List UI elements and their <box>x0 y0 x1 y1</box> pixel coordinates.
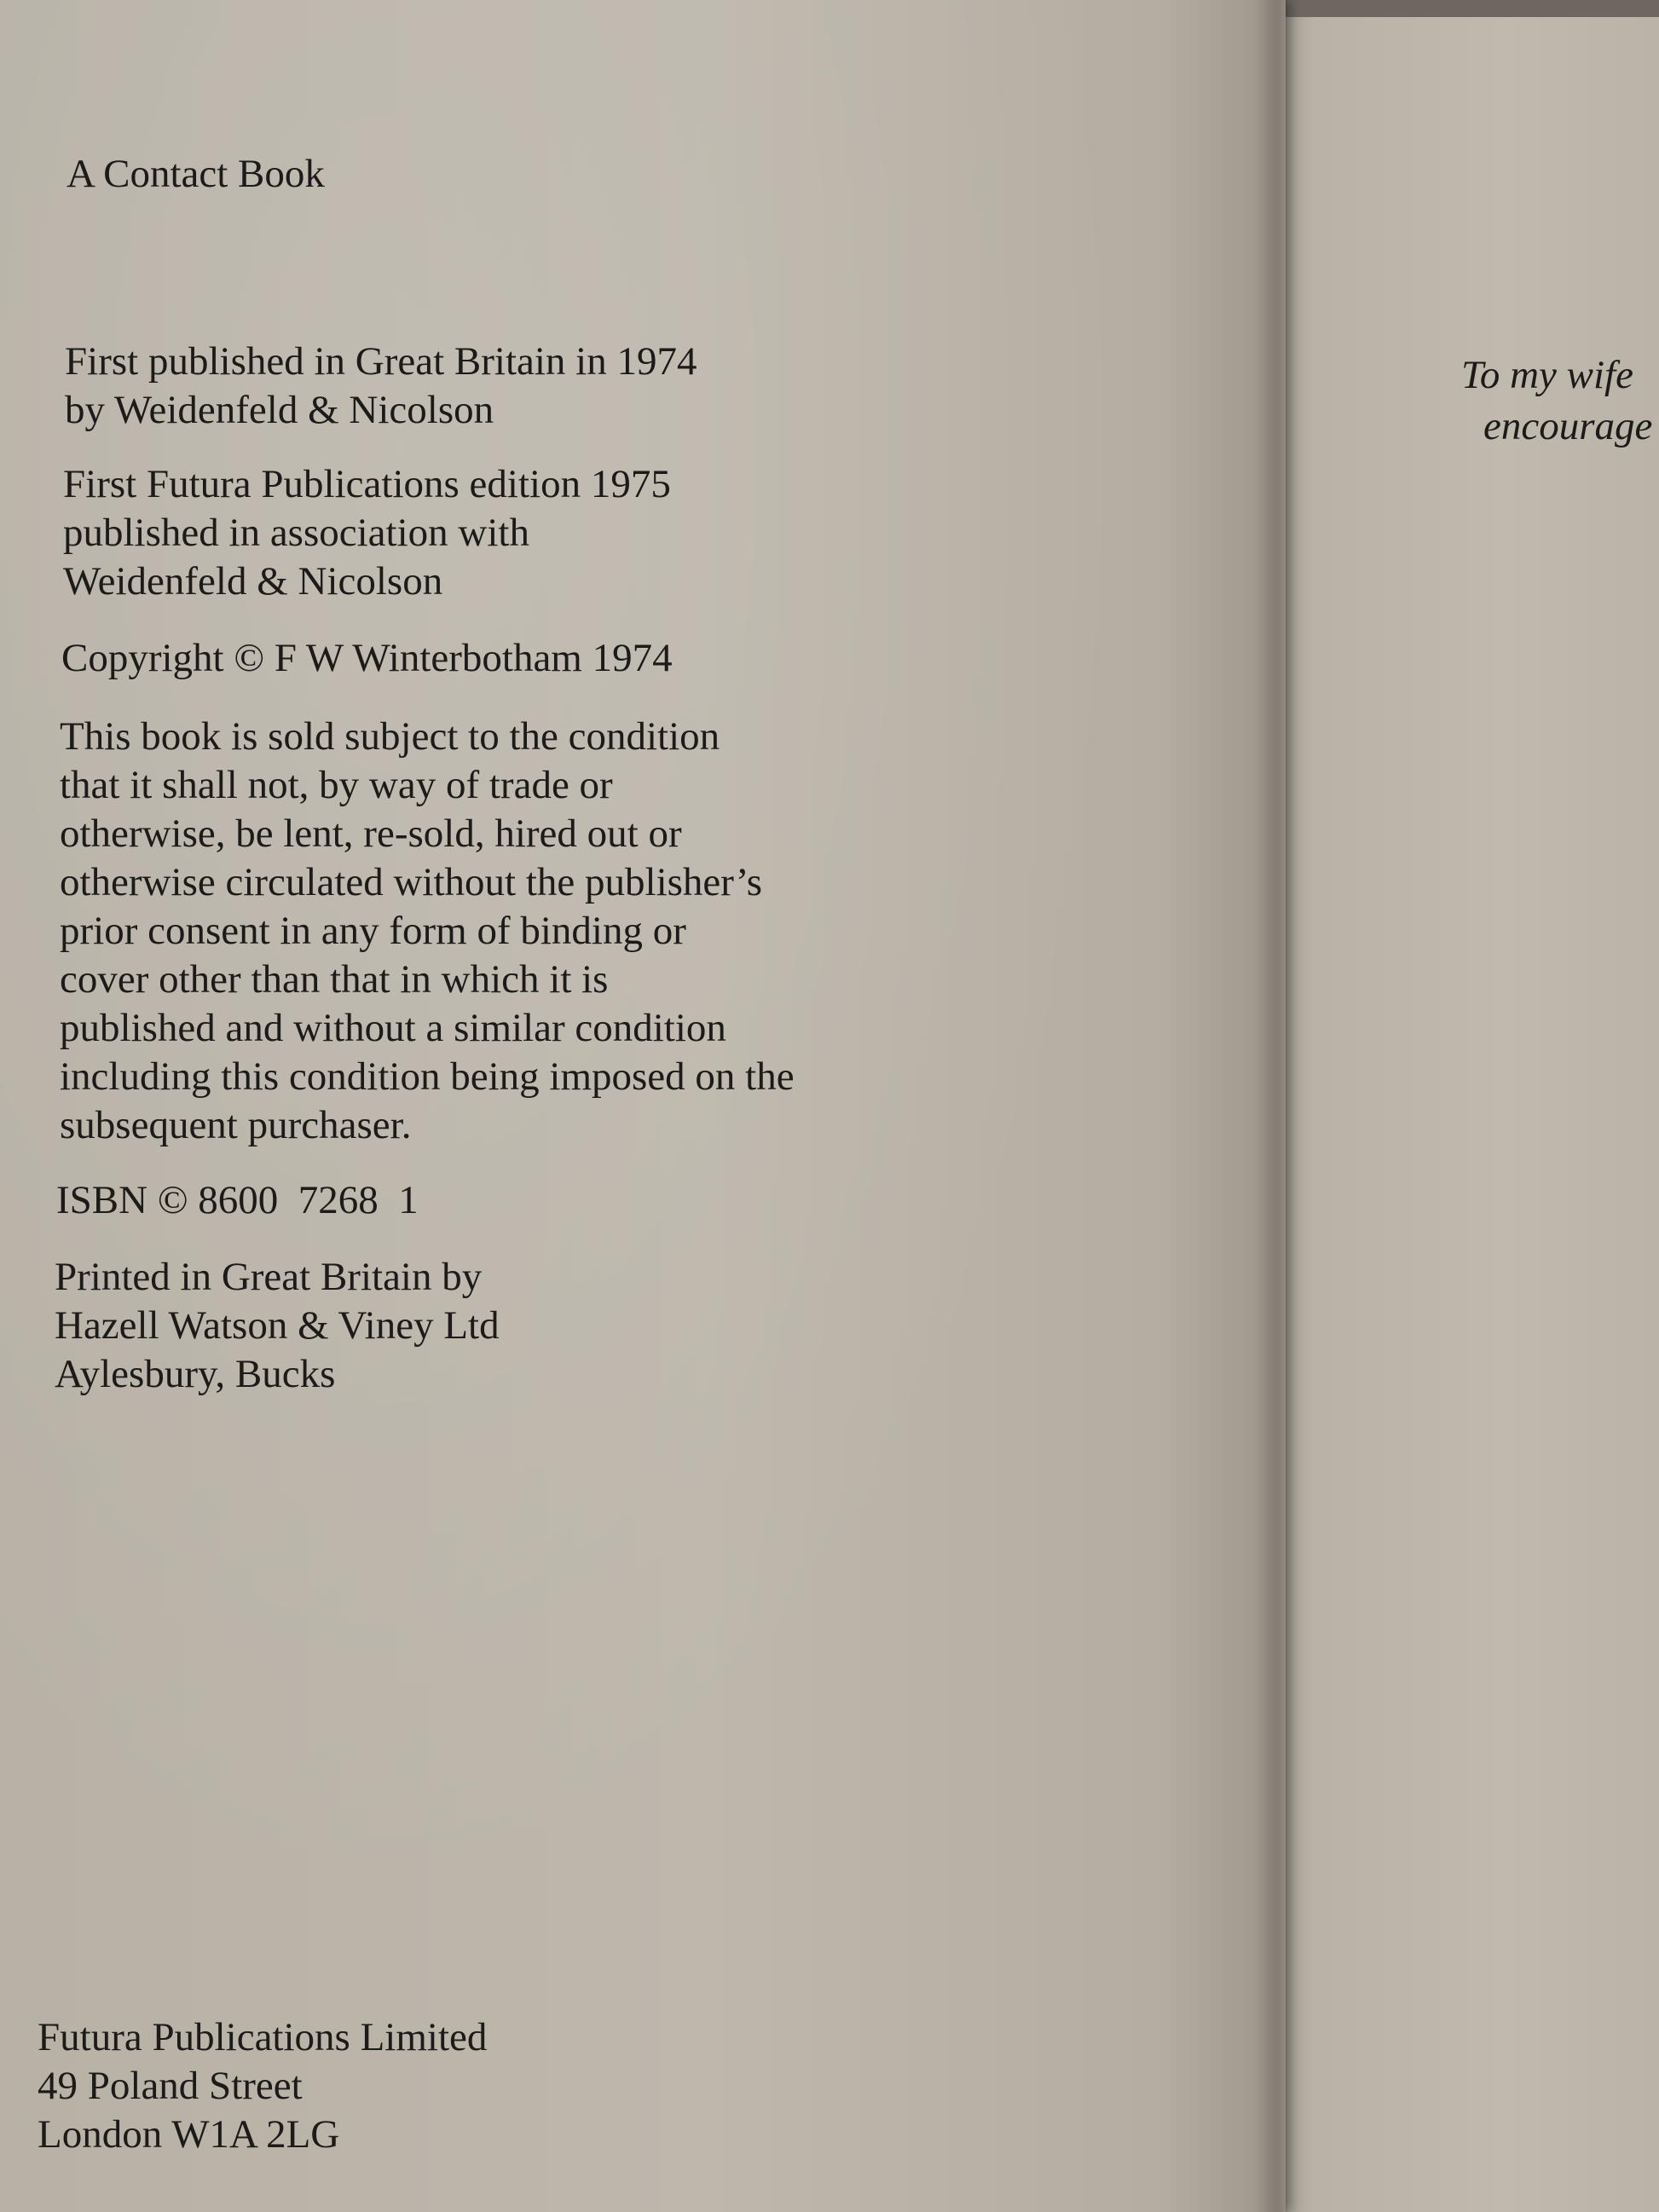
imprint-line: A Contact Book <box>66 152 325 196</box>
imprint-block <box>66 150 325 199</box>
publisher-address-line: Futura Publications Limited <box>38 2015 488 2059</box>
conditions-line: subsequent purchaser. <box>60 1103 412 1147</box>
futura-edition-line: published in association with <box>63 511 529 555</box>
publisher-address-block <box>38 2013 487 2159</box>
futura-edition-line: Weidenfeld & Nicolson <box>63 559 443 604</box>
futura-edition-block <box>63 460 671 606</box>
conditions-line: that it shall not, by way of trade or <box>60 763 613 807</box>
futura-edition-line: First Futura Publications edition 1975 <box>63 462 671 506</box>
printer-line: Aylesbury, Bucks <box>55 1352 336 1396</box>
conditions-line: otherwise, be lent, re-sold, hired out or <box>60 811 682 856</box>
dedication-block <box>1461 349 1652 452</box>
publisher-address-line: London W1A 2LG <box>38 2112 340 2157</box>
first-published-block <box>65 338 697 435</box>
copyright-line: Copyright © F W Winterbotham 1974 <box>61 636 673 680</box>
printer-block <box>55 1253 500 1399</box>
conditions-line: published and without a similar condition <box>60 1006 726 1050</box>
copyright-block <box>61 634 673 683</box>
isbn-line: ISBN © 8600 7268 1 <box>56 1178 419 1222</box>
first-published-line: First published in Great Britain in 1974 <box>65 339 697 384</box>
first-published-line: by Weidenfeld & Nicolson <box>65 388 494 432</box>
dedication-line: To my wife <box>1461 353 1633 397</box>
isbn-block <box>56 1176 419 1225</box>
dedication-page <box>1275 17 1659 2212</box>
printer-line: Printed in Great Britain by <box>55 1255 483 1299</box>
conditions-block <box>60 713 795 1150</box>
dedication-line: encourage <box>1483 404 1653 448</box>
page-gutter-shadow <box>1253 0 1287 2212</box>
conditions-line: otherwise circulated without the publisher’s <box>60 860 763 904</box>
printer-line: Hazell Watson & Viney Ltd <box>55 1303 500 1348</box>
publisher-address-line: 49 Poland Street <box>38 2064 303 2108</box>
conditions-line: This book is sold subject to the condition <box>60 714 720 759</box>
conditions-line: including this condition being imposed on the <box>60 1054 795 1099</box>
conditions-line: prior consent in any form of binding or <box>60 909 686 953</box>
conditions-line: cover other than that in which it is <box>60 957 609 1002</box>
